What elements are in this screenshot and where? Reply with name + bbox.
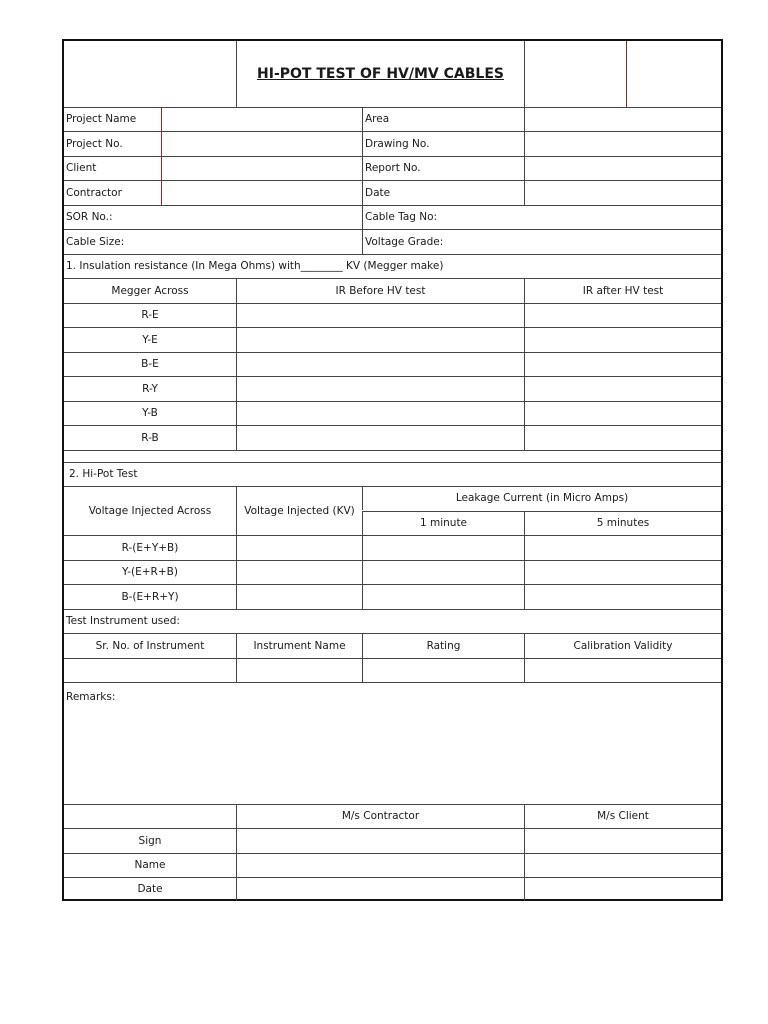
signoff-row: [64, 877, 721, 901]
col-ir-before: IR Before HV test: [236, 279, 524, 303]
ir-row-label: R-Y: [142, 382, 158, 395]
contractor-name-cell[interactable]: [236, 854, 524, 877]
cable-tag-label: Cable Tag No:: [362, 206, 721, 229]
hipot-header-row: [64, 486, 721, 535]
ir-row: [64, 425, 721, 450]
hipot-row-label: R-(E+Y+B): [121, 541, 179, 554]
doc-code-cell: [524, 41, 626, 107]
instrument-row: [64, 658, 721, 682]
logo-cell: [64, 41, 236, 107]
cable-size-label: Cable Size:: [66, 235, 125, 248]
col-5-minutes: 5 minutes: [524, 511, 721, 535]
remarks-row: [64, 682, 721, 804]
title-row: [64, 41, 721, 107]
ir-row: [64, 327, 721, 352]
ir-before-cell[interactable]: [236, 426, 524, 450]
ir-header-row: [64, 278, 721, 303]
voltage-kv-cell[interactable]: [236, 536, 362, 560]
col-leakage-current: Leakage Current (in Micro Amps): [362, 487, 721, 510]
signoff-row: [64, 853, 721, 877]
hipot-row: [64, 584, 721, 609]
project-name-row: [64, 107, 721, 131]
cable-size-row: [64, 229, 721, 254]
spacer-row: [64, 450, 721, 462]
drawing-no-label: Drawing No.: [362, 132, 524, 156]
contractor-label: Contractor: [66, 186, 122, 199]
project-no-row: [64, 131, 721, 156]
sor-row: [64, 205, 721, 229]
ir-row-label: Y-E: [142, 333, 158, 346]
client-date-cell[interactable]: [524, 878, 721, 901]
ir-row: [64, 376, 721, 401]
sr-no-cell[interactable]: [64, 659, 236, 682]
client-name-cell[interactable]: [524, 854, 721, 877]
col-ir-after: IR after HV test: [524, 279, 721, 303]
ir-after-cell[interactable]: [524, 353, 721, 376]
voltage-grade-label: Voltage Grade:: [362, 230, 721, 254]
voltage-kv-cell[interactable]: [236, 585, 362, 609]
signoff-row: [64, 828, 721, 853]
ir-after-cell[interactable]: [524, 426, 721, 450]
col-megger-across: Megger Across: [111, 284, 189, 297]
instrument-name-cell[interactable]: [236, 659, 362, 682]
project-no-label: Project No.: [66, 137, 123, 150]
signoff-corner: [64, 805, 236, 828]
ir-before-cell[interactable]: [236, 353, 524, 376]
hipot-row: [64, 560, 721, 584]
contractor-date-cell[interactable]: [236, 878, 524, 901]
sor-no-label: SOR No.:: [66, 211, 113, 224]
date-field[interactable]: [524, 181, 721, 205]
ir-row-label: B-E: [141, 358, 159, 371]
leakage-1min-cell[interactable]: [362, 536, 524, 560]
col-rating: Rating: [362, 634, 524, 658]
area-label: Area: [362, 108, 524, 131]
rating-cell[interactable]: [362, 659, 524, 682]
ir-row-label: Y-B: [142, 407, 158, 420]
project-no-field[interactable]: [161, 132, 362, 156]
hipot-row: [64, 535, 721, 560]
leakage-1min-cell[interactable]: [362, 561, 524, 584]
col-sr-no: Sr. No. of Instrument: [95, 639, 205, 652]
hipot-heading: 2. Hi-Pot Test: [69, 468, 138, 481]
remarks-label[interactable]: Remarks:: [66, 691, 116, 703]
hipot-test-form: [62, 39, 723, 901]
col-1-minute: 1 minute: [362, 511, 524, 535]
ir-before-cell[interactable]: [236, 402, 524, 425]
drawing-no-field[interactable]: [524, 132, 721, 156]
contractor-heading: M/s Contractor: [236, 805, 524, 828]
ir-after-cell[interactable]: [524, 402, 721, 425]
contractor-sign-cell[interactable]: [236, 829, 524, 853]
title-cell: [236, 41, 524, 107]
ir-after-cell[interactable]: [524, 304, 721, 327]
client-row: [64, 156, 721, 180]
ir-row: [64, 401, 721, 425]
leakage-5min-cell[interactable]: [524, 585, 721, 609]
ir-heading: 1. Insulation resistance (In Mega Ohms) with________ KV (Megger make): [66, 260, 444, 273]
instrument-heading-row: [64, 609, 721, 633]
area-field[interactable]: [524, 108, 721, 131]
instrument-heading: Test Instrument used:: [66, 615, 180, 628]
hipot-row-label: Y-(E+R+B): [122, 566, 178, 579]
client-label: Client: [66, 162, 97, 175]
client-sign-cell[interactable]: [524, 829, 721, 853]
ir-before-cell[interactable]: [236, 377, 524, 401]
rev-cell: [626, 41, 721, 107]
instrument-header-row: [64, 633, 721, 658]
report-no-field[interactable]: [524, 157, 721, 180]
hipot-heading-row: [64, 462, 721, 486]
ir-row: [64, 303, 721, 327]
client-heading: M/s Client: [524, 805, 721, 828]
leakage-1min-cell[interactable]: [362, 585, 524, 609]
leakage-5min-cell[interactable]: [524, 536, 721, 560]
voltage-kv-cell[interactable]: [236, 561, 362, 584]
ir-after-cell[interactable]: [524, 328, 721, 352]
ir-row-label: R-E: [141, 309, 159, 322]
ir-before-cell[interactable]: [236, 304, 524, 327]
date-label: Date: [362, 181, 524, 205]
col-calibration-validity: Calibration Validity: [524, 634, 721, 658]
project-name-field[interactable]: [161, 108, 362, 131]
contractor-row: [64, 180, 721, 205]
hipot-row-label: B-(E+R+Y): [121, 590, 179, 603]
report-no-label: Report No.: [362, 157, 524, 180]
ir-row: [64, 352, 721, 376]
client-field[interactable]: [161, 157, 362, 180]
sign-label: Sign: [138, 834, 162, 847]
signoff-header-row: [64, 804, 721, 828]
name-label: Name: [134, 859, 166, 872]
ir-after-cell[interactable]: [524, 377, 721, 401]
contractor-field[interactable]: [161, 181, 362, 205]
signoff-date-label: Date: [137, 883, 163, 896]
page-title: HI-POT TEST OF HV/MV CABLES: [257, 66, 504, 82]
ir-row-label: R-B: [141, 431, 159, 444]
calibration-validity-cell[interactable]: [524, 659, 721, 682]
col-voltage-kv: Voltage Injected (KV): [236, 487, 362, 535]
col-voltage-across: Voltage Injected Across: [88, 504, 212, 517]
ir-heading-row: [64, 254, 721, 278]
leakage-5min-cell[interactable]: [524, 561, 721, 584]
project-name-label: Project Name: [66, 113, 137, 126]
ir-before-cell[interactable]: [236, 328, 524, 352]
col-instrument-name: Instrument Name: [236, 634, 362, 658]
